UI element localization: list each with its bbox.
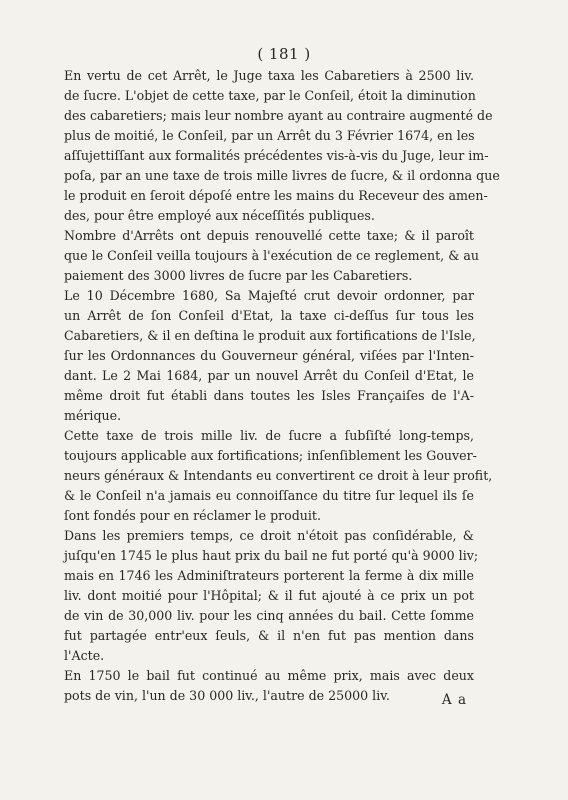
text-line: neurs généraux & Intendants eu convertirent ce droit à leur profit,	[64, 468, 493, 483]
text-line: Nombre d'Arrêts ont depuis renouvellé cette taxe; & il paroît	[64, 228, 474, 243]
paragraph-3	[64, 286, 474, 426]
text-line: Cabaretiers, & il en deſtina le produit aux fortifications de l'Isle,	[64, 328, 476, 343]
body-text	[64, 66, 500, 706]
text-line: pots de vin, l'un de 30 000 liv., l'autre de 25000 liv.	[64, 688, 390, 703]
text-line: plus de moitié, le Conſeil, par un Arrêt du 3 Février 1674, en les	[64, 128, 475, 143]
paragraph-2	[64, 226, 480, 286]
text-line: toujours applicable aux fortifications; inſenſiblement les Gouver-	[64, 448, 477, 463]
text-line: des cabaretiers; mais leur nombre ayant au contraire augmenté de	[64, 108, 493, 123]
text-line: juſqu'en 1745 le plus haut prix du bail ne fut porté qu'à 9000 liv;	[64, 548, 479, 563]
text-line: de vin de 30,000 liv. pour les cinq années du bail. Cette ſomme	[64, 608, 474, 623]
text-line: & le Conſeil n'a jamais eu connoiſſance du titre ſur lequel ils ſe	[64, 488, 474, 503]
paragraph-6	[64, 666, 474, 706]
text-line: de ſucre. L'objet de cette taxe, par le Conſeil, étoit la diminution	[64, 88, 476, 103]
text-line: En vertu de cet Arrêt, le Juge taxa les Cabaretiers à 2500 liv.	[64, 68, 474, 83]
text-line: mérique.	[64, 408, 122, 423]
text-line: En 1750 le bail fut continué au même prix, mais avec deux	[64, 668, 474, 683]
paragraph-4	[64, 426, 493, 526]
text-line: Dans les premiers temps, ce droit n'étoit pas conſidérable, &	[64, 528, 474, 543]
page-number: ( 181 )	[257, 45, 311, 63]
text-line: ſur les Ordonnances du Gouverneur général, viſées par l'Inten-	[64, 348, 474, 363]
text-line: même droit fut établi dans toutes les Isles Françaiſes de l'A-	[64, 388, 474, 403]
paragraph-5	[64, 526, 479, 666]
text-line: l'Acte.	[64, 648, 105, 663]
signature-mark: A a	[441, 692, 467, 708]
text-line: ſont fondés pour en réclamer le produit.	[64, 508, 321, 523]
text-line: liv. dont moitié pour l'Hôpital; & il fut ajouté à ce prix un pot	[64, 588, 474, 603]
text-line: le produit en ſeroit dépoſé entre les mains du Receveur des amen-	[64, 188, 488, 203]
text-line: Cette taxe de trois mille liv. de ſucre a ſubſiſté long-temps,	[64, 428, 474, 443]
text-line: Le 10 Décembre 1680, Sa Majeſté crut devoir ordonner, par	[64, 288, 474, 303]
text-line: que le Conſeil veilla toujours à l'exécution de ce reglement, & au	[64, 248, 480, 263]
text-line: dant. Le 2 Mai 1684, par un nouvel Arrêt du Conſeil d'Etat, le	[64, 368, 474, 383]
text-line: des, pour être employé aux néceſſités publiques.	[64, 208, 375, 223]
text-line: un Arrêt de ſon Conſeil d'Etat, la taxe ci-deſſus ſur tous les	[64, 308, 474, 323]
text-line: poſa, par an une taxe de trois mille livres de ſucre, & il ordonna que	[64, 168, 500, 183]
paragraph-1	[64, 66, 500, 226]
text-line: paiement des 3000 livres de ſucre par les Cabaretiers.	[64, 268, 413, 283]
text-line: mais en 1746 les Adminiſtrateurs porterent la ferme à dix mille	[64, 568, 474, 583]
text-line: aſſujettiſſant aux formalités précédentes vis-à-vis du Juge, leur im-	[64, 148, 489, 163]
text-line: fut partagée entr'eux ſeuls, & il n'en fut pas mention dans	[64, 628, 474, 643]
